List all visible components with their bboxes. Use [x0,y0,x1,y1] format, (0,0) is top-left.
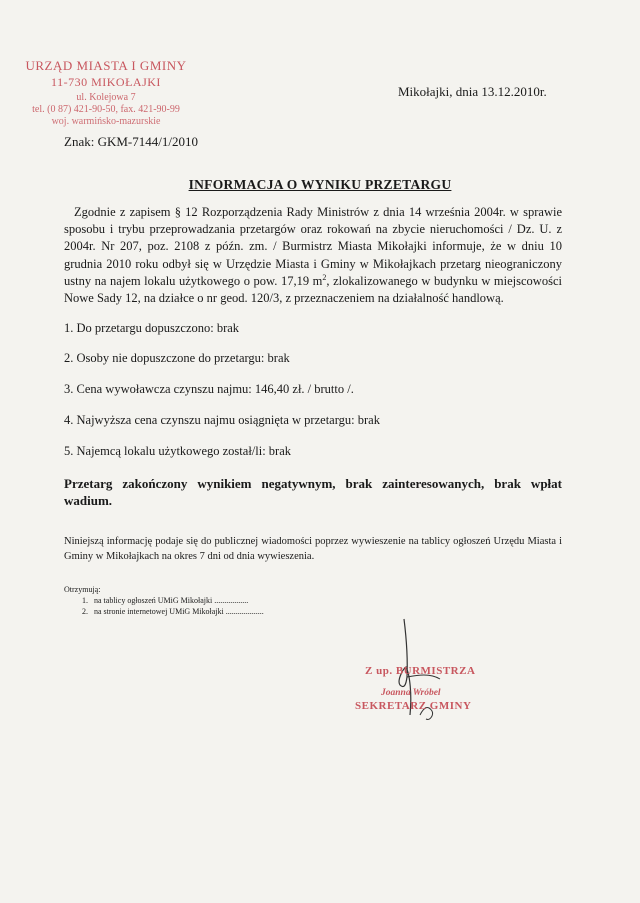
public-notice: Niniejszą informację podaje się do publicznej wiadomości poprzez wywieszenie na tablicy ogłoszeń Urzędu Miasta i Gminy w Mikołajkach na okres 7 dni od dnia wywieszenia. [64,536,562,562]
document-date: Mikołajki, dnia 13.12.2010r. [398,84,547,99]
office-region: woj. warmińsko-mazurskie [51,116,161,127]
signature-line-1: Z up. BURMISTRZA [365,665,476,677]
office-street: ul. Kolejowa 7 [76,92,136,103]
recipient-number: 1. [82,596,88,605]
list-item: 2. Osoby nie dopuszczone do przetargu: brak [64,351,290,365]
intro-paragraph [64,204,562,307]
recipients-label: Otrzymują: [64,585,101,594]
recipient-item [64,595,264,606]
recipient-text: na stronie internetowej UMiG Mikołajki ................... [94,607,264,616]
intro-text-2: , zlokalizowanego w budynku w miejscowości Nowe Sady 12, na działce o nr geod. 120/3, z przeznaczeniem na działalność handlową. [64,273,562,306]
recipient-item [64,606,264,617]
conclusion-text: Przetarg zakończony wynikiem negatywnym, brak zainteresowanych, brak wpłat wadium. [64,476,562,508]
intro-text-1: Zgodnie z zapisem § 12 Rozporządzenia Rady Ministrów z dnia 14 września 2004r. w sprawie sposobu i trybu przeprowadzania przetargów oraz rokowań na zbycie nieruchomości / Dz. U. z 2004r. Nr 207, poz. 2108 z późn. zm. / Burmistrz Miasta Mikołajki informuje, że w dniu 10 grudnia 2010 roku odbył się w Urzędzie Miasta i Gminy w Mikołajkach przetarg nieograniczony ustny na najem lokalu użytkowego o pow. 17,19 m [64,205,562,288]
list-item: 3. Cena wywoławcza czynszu najmu: 146,40 zł. / brutto /. [64,382,354,396]
office-phone: tel. (0 87) 421-90-50, fax. 421-90-99 [32,104,180,115]
recipients-block [64,584,264,617]
recipient-text: na tablicy ogłoszeń UMiG Mikołajki ................. [94,596,249,605]
document-title: INFORMACJA O WYNIKU PRZETARGU [188,177,452,192]
list-item: 1. Do przetargu dopuszczono: brak [64,321,240,335]
signature-line-3: SEKRETARZ GMINY [355,700,472,712]
list-item: 4. Najwyższa cena czynszu najmu osiągnięta w przetargu: brak [64,413,380,427]
signature-line-2: Joanna Wróbel [381,688,441,698]
recipient-number: 2. [82,607,88,616]
office-postal: 11-730 MIKOŁAJKI [51,75,161,89]
intro-superscript: 2 [322,272,327,282]
list-item: 5. Najemcą lokalu użytkowego został/li: brak [64,444,292,458]
office-name: URZĄD MIASTA I GMINY [25,58,187,73]
office-stamp [6,58,206,127]
reference-number: Znak: GKM-7144/1/2010 [64,134,198,149]
